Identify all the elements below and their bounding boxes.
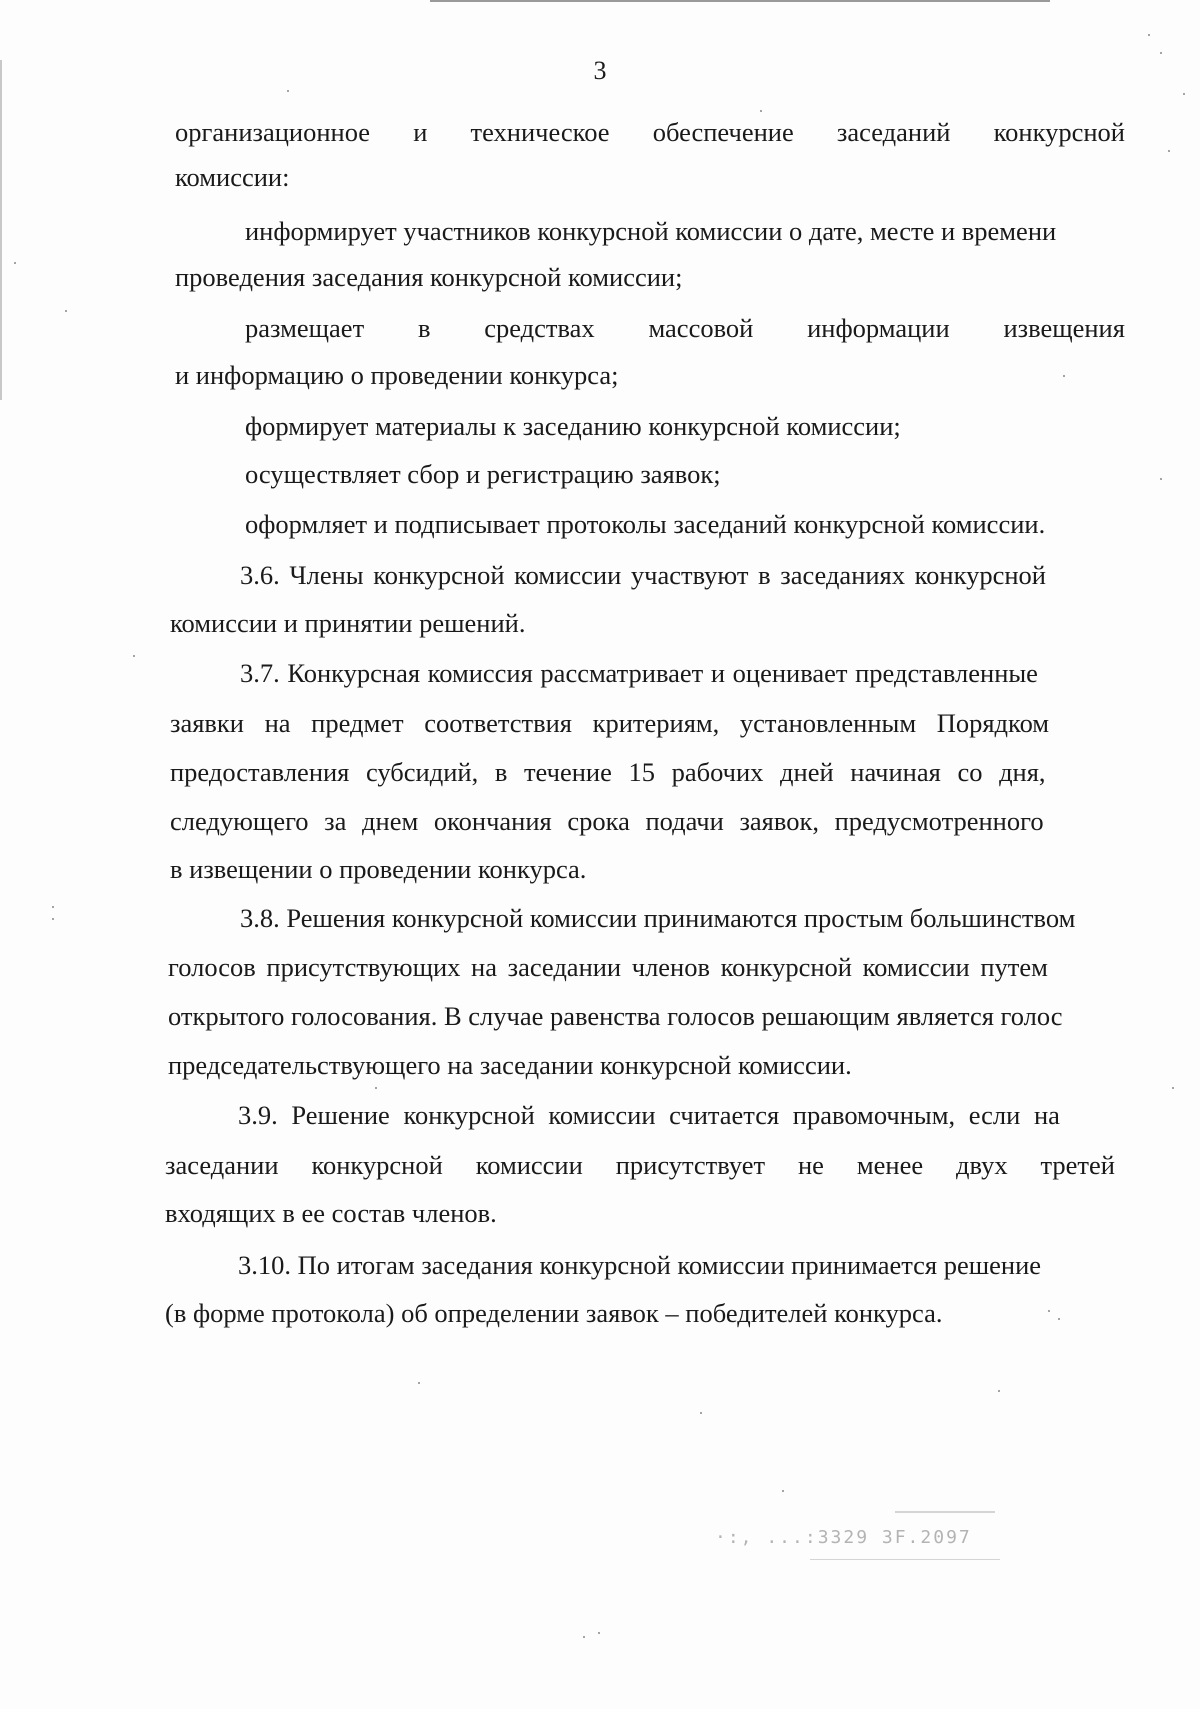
word: извещения — [1003, 313, 1125, 343]
word: присутствует — [615, 1150, 766, 1180]
word: размещает — [245, 313, 365, 343]
text-line: проведения заседания конкурсной комиссии; — [175, 262, 683, 292]
word: комиссии — [475, 1150, 583, 1180]
text-line: информирует участников конкурсной комиссии о дате, месте и времени — [245, 216, 1057, 246]
word: конкурсной — [993, 117, 1125, 147]
registration-stamp — [715, 1505, 1005, 1575]
text-line: комиссии: — [175, 162, 290, 192]
text-line: 3.8. Решения конкурсной комиссии принимаются простым большинством — [240, 903, 1076, 933]
word: в — [417, 313, 431, 343]
word: не — [798, 1150, 824, 1180]
word: двух — [956, 1150, 1008, 1180]
text-line: формирует материалы к заседанию конкурсной комиссии; — [245, 411, 901, 441]
text-line — [165, 1150, 1115, 1180]
text-line: заявки на предмет соответствия критериям, установленным Порядком — [170, 708, 1050, 738]
text-line — [245, 313, 1125, 343]
word: массовой — [648, 313, 754, 343]
word: обеспечение — [652, 117, 794, 147]
text-line: в извещении о проведении конкурса. — [170, 854, 587, 884]
text-line: 3.7. Конкурсная комиссия рассматривает и оценивает представленные — [240, 658, 1038, 688]
word: организационное — [175, 117, 371, 147]
word: заседании — [165, 1150, 279, 1180]
text-line: председательствующего на заседании конкурсной комиссии. — [168, 1050, 852, 1080]
text-line: (в форме протокола) об определении заявок – победителей конкурса. — [165, 1298, 943, 1328]
scan-edge-line — [430, 0, 1050, 2]
text-line — [175, 117, 1125, 147]
text-line: голосов присутствующих на заседании членов конкурсной комиссии путем — [168, 952, 1048, 982]
text-line: 3.6. Члены конкурсной комиссии участвуют в заседаниях конкурсной — [240, 560, 1046, 590]
word: заседаний — [836, 117, 951, 147]
text-line: осуществляет сбор и регистрацию заявок; — [245, 459, 721, 489]
page-number: 3 — [593, 56, 607, 85]
word: менее — [856, 1150, 924, 1180]
word: и — [413, 117, 428, 147]
text-line: и информацию о проведении конкурса; — [175, 360, 619, 390]
word: третей — [1040, 1150, 1115, 1180]
text-line: входящих в ее состав членов. — [165, 1198, 497, 1228]
text-line: 3.10. По итогам заседания конкурсной комиссии принимается решение — [238, 1250, 1042, 1280]
text-line: следующего за днем окончания срока подачи заявок, предусмотренного — [170, 806, 1044, 836]
word: информации — [807, 313, 950, 343]
text-line: 3.9. Решение конкурсной комиссии считается правомочным, если на — [238, 1100, 1060, 1130]
stamp-text: ·:, ...:3329 3F.2097 — [715, 1527, 972, 1548]
scan-left-edge — [0, 60, 2, 400]
text-line: комиссии и принятии решений. — [170, 608, 526, 638]
word: конкурсной — [311, 1150, 443, 1180]
word: средствах — [484, 313, 595, 343]
text-line: открытого голосования. В случае равенства голосов решающим является голос — [168, 1001, 1063, 1031]
text-line: оформляет и подписывает протоколы заседаний конкурсной комиссии. — [245, 509, 1046, 539]
text-line: предоставления субсидий, в течение 15 рабочих дней начиная со дня, — [170, 757, 1046, 787]
word: техническое — [470, 117, 610, 147]
